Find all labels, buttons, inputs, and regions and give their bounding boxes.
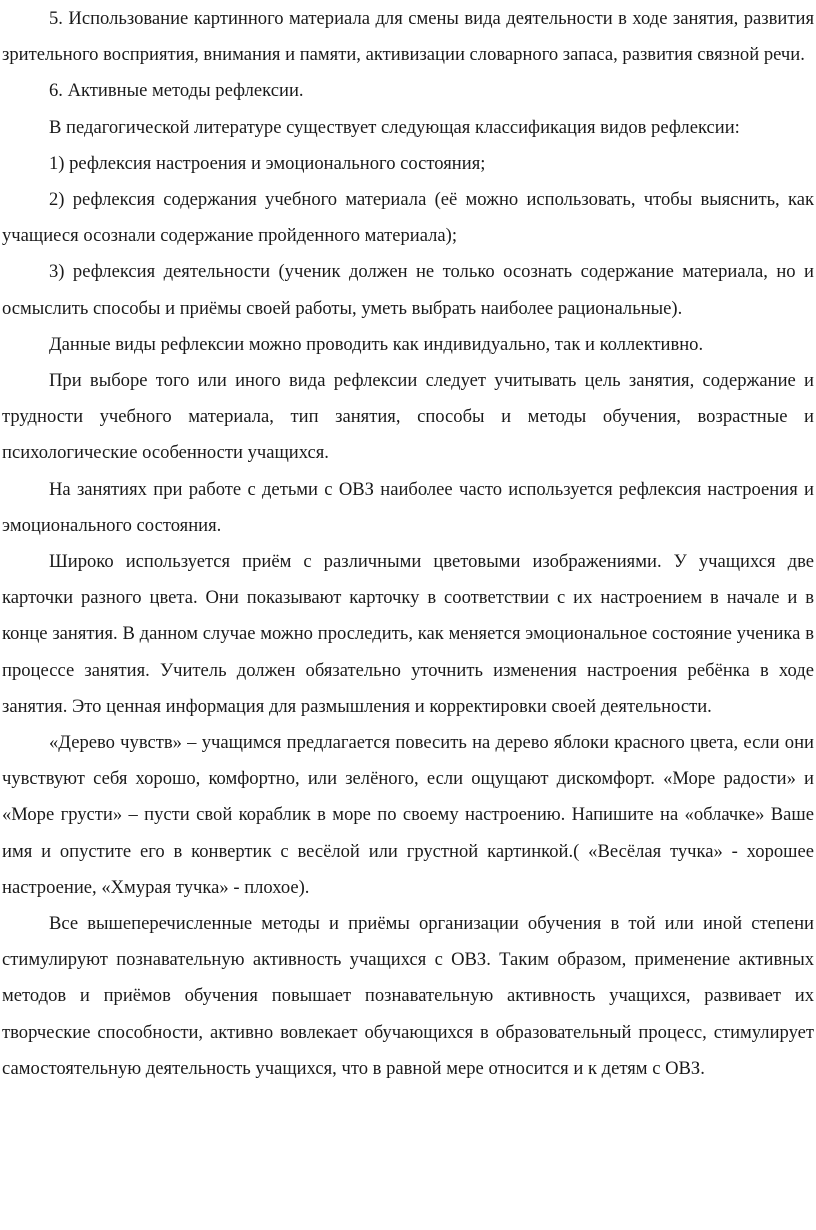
paragraph-list-item-3: 3) рефлексия деятельности (ученик должен не только осознать содержание материала, но и осмыслить способы и приёмы своей работы, уметь выбрать наиболее рациональные). [2, 261, 814, 319]
paragraph-color-cards: Широко используется приём с различными цветовыми изображениями. У учащихся две карточки разного цвета. Они показывают карточку в соответствии с их настроением в начале и в конце занятия. В данном случае можно проследить, как меняется эмоциональное состояние ученика в процессе занятия. Учитель должен обязательно уточнить изменения настроения ребёнка в ходе занятия. Это ценная информация для размышления и корректировки своей деятельности. [2, 551, 814, 717]
paragraph-conclusion: Все вышеперечисленные методы и приёмы организации обучения в той или иной степени стимулируют познавательную активность учащихся с ОВЗ. Таким образом, применение активных методов и приёмов обучения повышает познавательную активность учащихся, развивает их творческие способности, активно вовлекает обучающихся в образовательный процесс, стимулирует самостоятельную деятельность учащихся, что в равной мере относится и к детям с ОВЗ. [2, 913, 814, 1079]
paragraph-choice-of-reflection: При выборе того или иного вида рефлексии следует учитывать цель занятия, содержание и трудности учебного материала, тип занятия, способы и методы обучения, возрастные и психологические особенности учащихся. [2, 370, 814, 464]
paragraph-item-6-reflection-methods: 6. Активные методы рефлексии. [49, 80, 304, 102]
paragraph-ovz-reflection: На занятиях при работе с детьми с ОВЗ наиболее часто используется рефлексия настроения и эмоционального состояния. [2, 478, 814, 536]
paragraph-list-item-1: 1) рефлексия настроения и эмоционального состояния; [49, 152, 486, 174]
paragraph-item-5-picture-material: 5. Использование картинного материала для смены вида деятельности в ходе занятия, развития зрительного восприятия, внимания и памяти, активизации словарного запаса, развития связной речи. [2, 8, 814, 66]
paragraph-classification-intro: В педагогической литературе существует следующая классификация видов рефлексии: [49, 116, 740, 138]
paragraph-individual-collective: Данные виды рефлексии можно проводить как индивидуально, так и коллективно. [49, 333, 704, 355]
paragraph-list-item-2: 2) рефлексия содержания учебного материала (её можно использовать, чтобы выяснить, как учащиеся осознали содержание пройденного материала); [2, 189, 814, 247]
paragraph-tree-of-feelings: «Дерево чувств» – учащимся предлагается повесить на дерево яблоки красного цвета, если они чувствуют себя хорошо, комфортно, или зелёного, если ощущают дискомфорт. «Море радости» и «Море грусти» – пусти свой кораблик в море по своему настроению. Напишите на «облачке» Ваше имя и опустите его в конвертик с весёлой или грустной картинкой.( «Весёлая тучка» - хорошее настроение, «Хмурая тучка» - плохое). [2, 732, 814, 898]
